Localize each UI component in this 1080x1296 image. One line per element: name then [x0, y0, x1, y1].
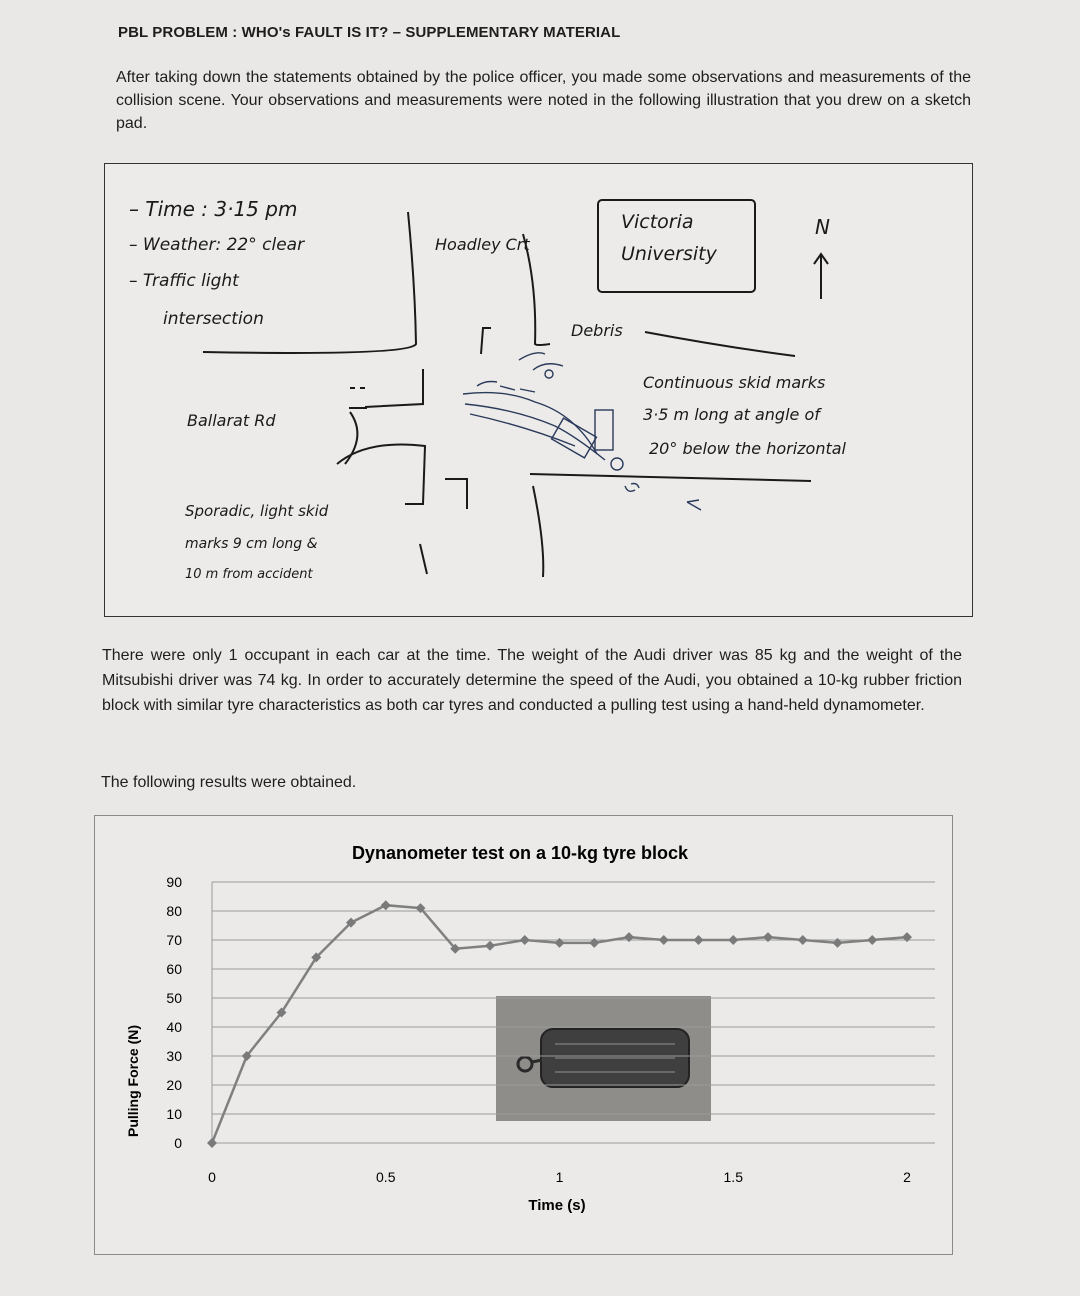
data-point	[381, 900, 391, 910]
data-point	[694, 935, 704, 945]
note-time: – Time : 3·15 pm	[129, 197, 298, 221]
y-tick-label: 60	[166, 961, 182, 977]
north-arrow-icon	[814, 254, 828, 299]
data-point	[207, 1138, 217, 1148]
data-point	[485, 941, 495, 951]
y-axis-label: Pulling Force (N)	[125, 1025, 141, 1137]
data-point	[659, 935, 669, 945]
crossing-marks	[349, 388, 367, 408]
data-point	[728, 935, 738, 945]
chart-title: Dynanometer test on a 10-kg tyre block	[351, 843, 689, 863]
data-point	[867, 935, 877, 945]
skid-sporadic-3: 10 m from accident	[185, 567, 313, 582]
chart-container	[94, 815, 953, 1255]
y-tick-label: 0	[174, 1135, 182, 1151]
road-ballarat: Ballarat Rd	[187, 411, 276, 430]
page-title: PBL PROBLEM : WHO's FAULT IS IT? – SUPPLEMENTARY MATERIAL	[118, 24, 621, 41]
scene-sketch	[104, 163, 973, 617]
x-tick-label: 2	[903, 1169, 911, 1185]
x-tick-label: 0	[208, 1169, 216, 1185]
data-point	[624, 932, 634, 942]
skid-continuous-3: 20° below the horizontal	[649, 439, 846, 458]
y-tick-label: 90	[166, 874, 182, 890]
note-intersection: intersection	[163, 309, 264, 329]
y-tick-label: 20	[166, 1077, 182, 1093]
north-label: N	[815, 215, 830, 239]
skid-continuous-1: Continuous skid marks	[643, 373, 826, 392]
road-hoadley: Hoadley Crt	[435, 235, 530, 254]
data-point	[763, 932, 773, 942]
line-chart	[95, 816, 952, 1254]
x-tick-label: 0.5	[376, 1169, 396, 1185]
building-name-1: Victoria	[621, 211, 694, 233]
skid-continuous-2: 3·5 m long at angle of	[643, 405, 820, 424]
debris-label: Debris	[571, 321, 623, 340]
y-tick-label: 10	[166, 1106, 182, 1122]
tyre-block-photo	[496, 996, 711, 1121]
data-point	[833, 938, 843, 948]
building-name-2: University	[621, 243, 717, 265]
x-tick-label: 1	[555, 1169, 564, 1185]
x-tick-label: 1.5	[723, 1169, 743, 1185]
intro-paragraph: After taking down the statements obtained by the police officer, you made some observations and measurements of the collision scene. Your observations and measurements were noted in the following illustration that you drew on a sketch pad.	[116, 69, 971, 132]
y-tick-label: 50	[166, 990, 182, 1006]
data-point	[555, 938, 565, 948]
y-axis-ticks	[166, 874, 182, 1151]
body-paragraph: There were only 1 occupant in each car at the time. The weight of the Audi driver was 85 kg and the weight of the Mitsubishi driver was 74 kg. In order to accurately determine the speed of the Audi, you obtained a 10-kg rubber friction block with similar tyre characteristics as both car tyres and conducted a pulling test using a hand-held dynamometer.	[102, 647, 962, 714]
y-tick-label: 70	[166, 932, 182, 948]
y-tick-label: 30	[166, 1048, 182, 1064]
data-point	[520, 935, 530, 945]
x-axis-label: Time (s)	[528, 1197, 586, 1214]
skid-sporadic-2: marks 9 cm long &	[185, 536, 318, 552]
results-lead: The following results were obtained.	[101, 774, 357, 791]
data-point	[902, 932, 912, 942]
y-tick-label: 40	[166, 1019, 182, 1035]
data-point	[589, 938, 599, 948]
data-point	[798, 935, 808, 945]
note-weather: – Weather: 22° clear	[129, 235, 305, 255]
x-axis-ticks	[208, 1169, 911, 1185]
skid-sporadic-1: Sporadic, light skid	[185, 502, 329, 520]
note-traffic: – Traffic light	[129, 271, 239, 291]
y-tick-label: 80	[166, 903, 182, 919]
